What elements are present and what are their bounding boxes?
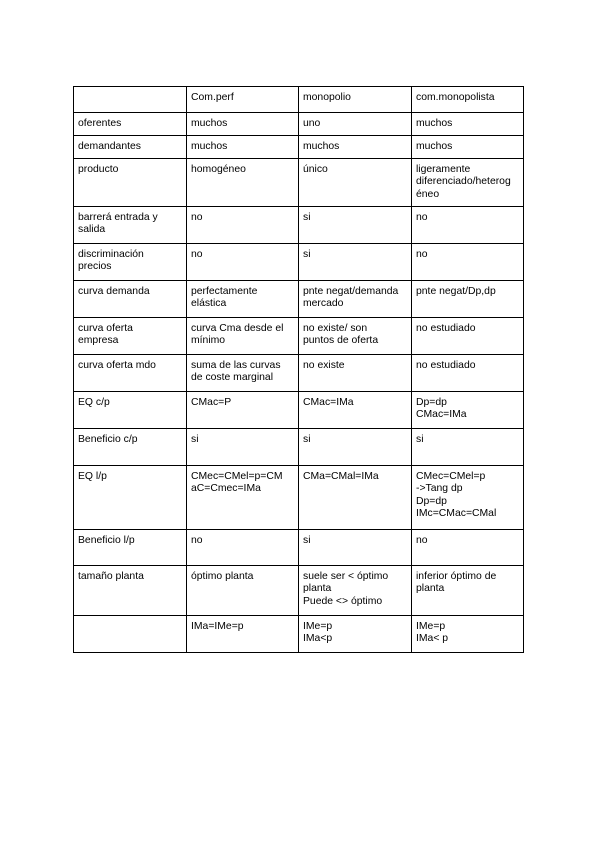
table-cell: si bbox=[412, 429, 524, 466]
table-cell: Dp=dp CMac=IMa bbox=[412, 392, 524, 429]
row-label: Beneficio c/p bbox=[74, 429, 187, 466]
table-cell: IMa=IMe=p bbox=[187, 616, 299, 653]
table-row bbox=[74, 159, 524, 207]
table-row bbox=[74, 207, 524, 244]
table-cell: CMac=IMa bbox=[299, 392, 412, 429]
table-cell: curva Cma desde el mínimo bbox=[187, 318, 299, 355]
table-cell: muchos bbox=[187, 136, 299, 159]
table-cell: si bbox=[299, 530, 412, 566]
table-header-row bbox=[74, 87, 524, 113]
row-label: barrerá entrada y salida bbox=[74, 207, 187, 244]
table-cell: pnte negat/Dp,dp bbox=[412, 281, 524, 318]
row-label: producto bbox=[74, 159, 187, 207]
table-cell: no estudiado bbox=[412, 355, 524, 392]
table-cell: no existe bbox=[299, 355, 412, 392]
table-cell: perfectamente elástica bbox=[187, 281, 299, 318]
table-row bbox=[74, 566, 524, 616]
table-cell: óptimo planta bbox=[187, 566, 299, 616]
header-cell: com.monopolista bbox=[412, 87, 524, 113]
row-label: discriminación precios bbox=[74, 244, 187, 281]
table-cell: IMe=p IMa<p bbox=[299, 616, 412, 653]
row-label: tamaño planta bbox=[74, 566, 187, 616]
table-cell: suma de las curvas de coste marginal bbox=[187, 355, 299, 392]
table-row bbox=[74, 136, 524, 159]
table-cell: no bbox=[412, 244, 524, 281]
table-cell: si bbox=[299, 244, 412, 281]
table-cell: si bbox=[299, 207, 412, 244]
table-cell: CMec=CMel=p=CM aC=Cmec=IMa bbox=[187, 466, 299, 530]
table-cell: uno bbox=[299, 113, 412, 136]
table-cell: si bbox=[187, 429, 299, 466]
table-row bbox=[74, 113, 524, 136]
table-row bbox=[74, 392, 524, 429]
row-label: EQ c/p bbox=[74, 392, 187, 429]
table-cell: CMac=P bbox=[187, 392, 299, 429]
table-cell: homogéneo bbox=[187, 159, 299, 207]
table-cell: inferior óptimo de planta bbox=[412, 566, 524, 616]
table-cell: CMa=CMal=IMa bbox=[299, 466, 412, 530]
table-row bbox=[74, 318, 524, 355]
table-row bbox=[74, 355, 524, 392]
table-cell: único bbox=[299, 159, 412, 207]
market-structures-table bbox=[73, 86, 524, 653]
row-label: Beneficio l/p bbox=[74, 530, 187, 566]
table-cell: pnte negat/demanda mercado bbox=[299, 281, 412, 318]
table-cell: CMec=CMel=p ->Tang dp Dp=dp IMc=CMac=CMal bbox=[412, 466, 524, 530]
table-cell: no bbox=[412, 530, 524, 566]
table-row bbox=[74, 429, 524, 466]
row-label: demandantes bbox=[74, 136, 187, 159]
table-cell: muchos bbox=[299, 136, 412, 159]
table-row bbox=[74, 530, 524, 566]
table-cell: no bbox=[187, 207, 299, 244]
header-cell: Com.perf bbox=[187, 87, 299, 113]
header-cell bbox=[74, 87, 187, 113]
table-row bbox=[74, 616, 524, 653]
table-cell: IMe=p IMa< p bbox=[412, 616, 524, 653]
table-cell: no bbox=[187, 244, 299, 281]
table-cell: no existe/ son puntos de oferta bbox=[299, 318, 412, 355]
table-row bbox=[74, 281, 524, 318]
table-cell: no bbox=[412, 207, 524, 244]
row-label: curva oferta mdo bbox=[74, 355, 187, 392]
table-cell: muchos bbox=[412, 113, 524, 136]
table-row bbox=[74, 244, 524, 281]
table-cell: suele ser < óptimo planta Puede <> óptimo bbox=[299, 566, 412, 616]
table-cell: muchos bbox=[187, 113, 299, 136]
table-cell: si bbox=[299, 429, 412, 466]
row-label: oferentes bbox=[74, 113, 187, 136]
row-label: curva demanda bbox=[74, 281, 187, 318]
table-cell: no bbox=[187, 530, 299, 566]
row-label: curva oferta empresa bbox=[74, 318, 187, 355]
table-cell: no estudiado bbox=[412, 318, 524, 355]
table-cell: muchos bbox=[412, 136, 524, 159]
header-cell: monopolio bbox=[299, 87, 412, 113]
table-row bbox=[74, 466, 524, 530]
row-label: EQ l/p bbox=[74, 466, 187, 530]
table-cell: ligeramente diferenciado/heterog éneo bbox=[412, 159, 524, 207]
row-label bbox=[74, 616, 187, 653]
